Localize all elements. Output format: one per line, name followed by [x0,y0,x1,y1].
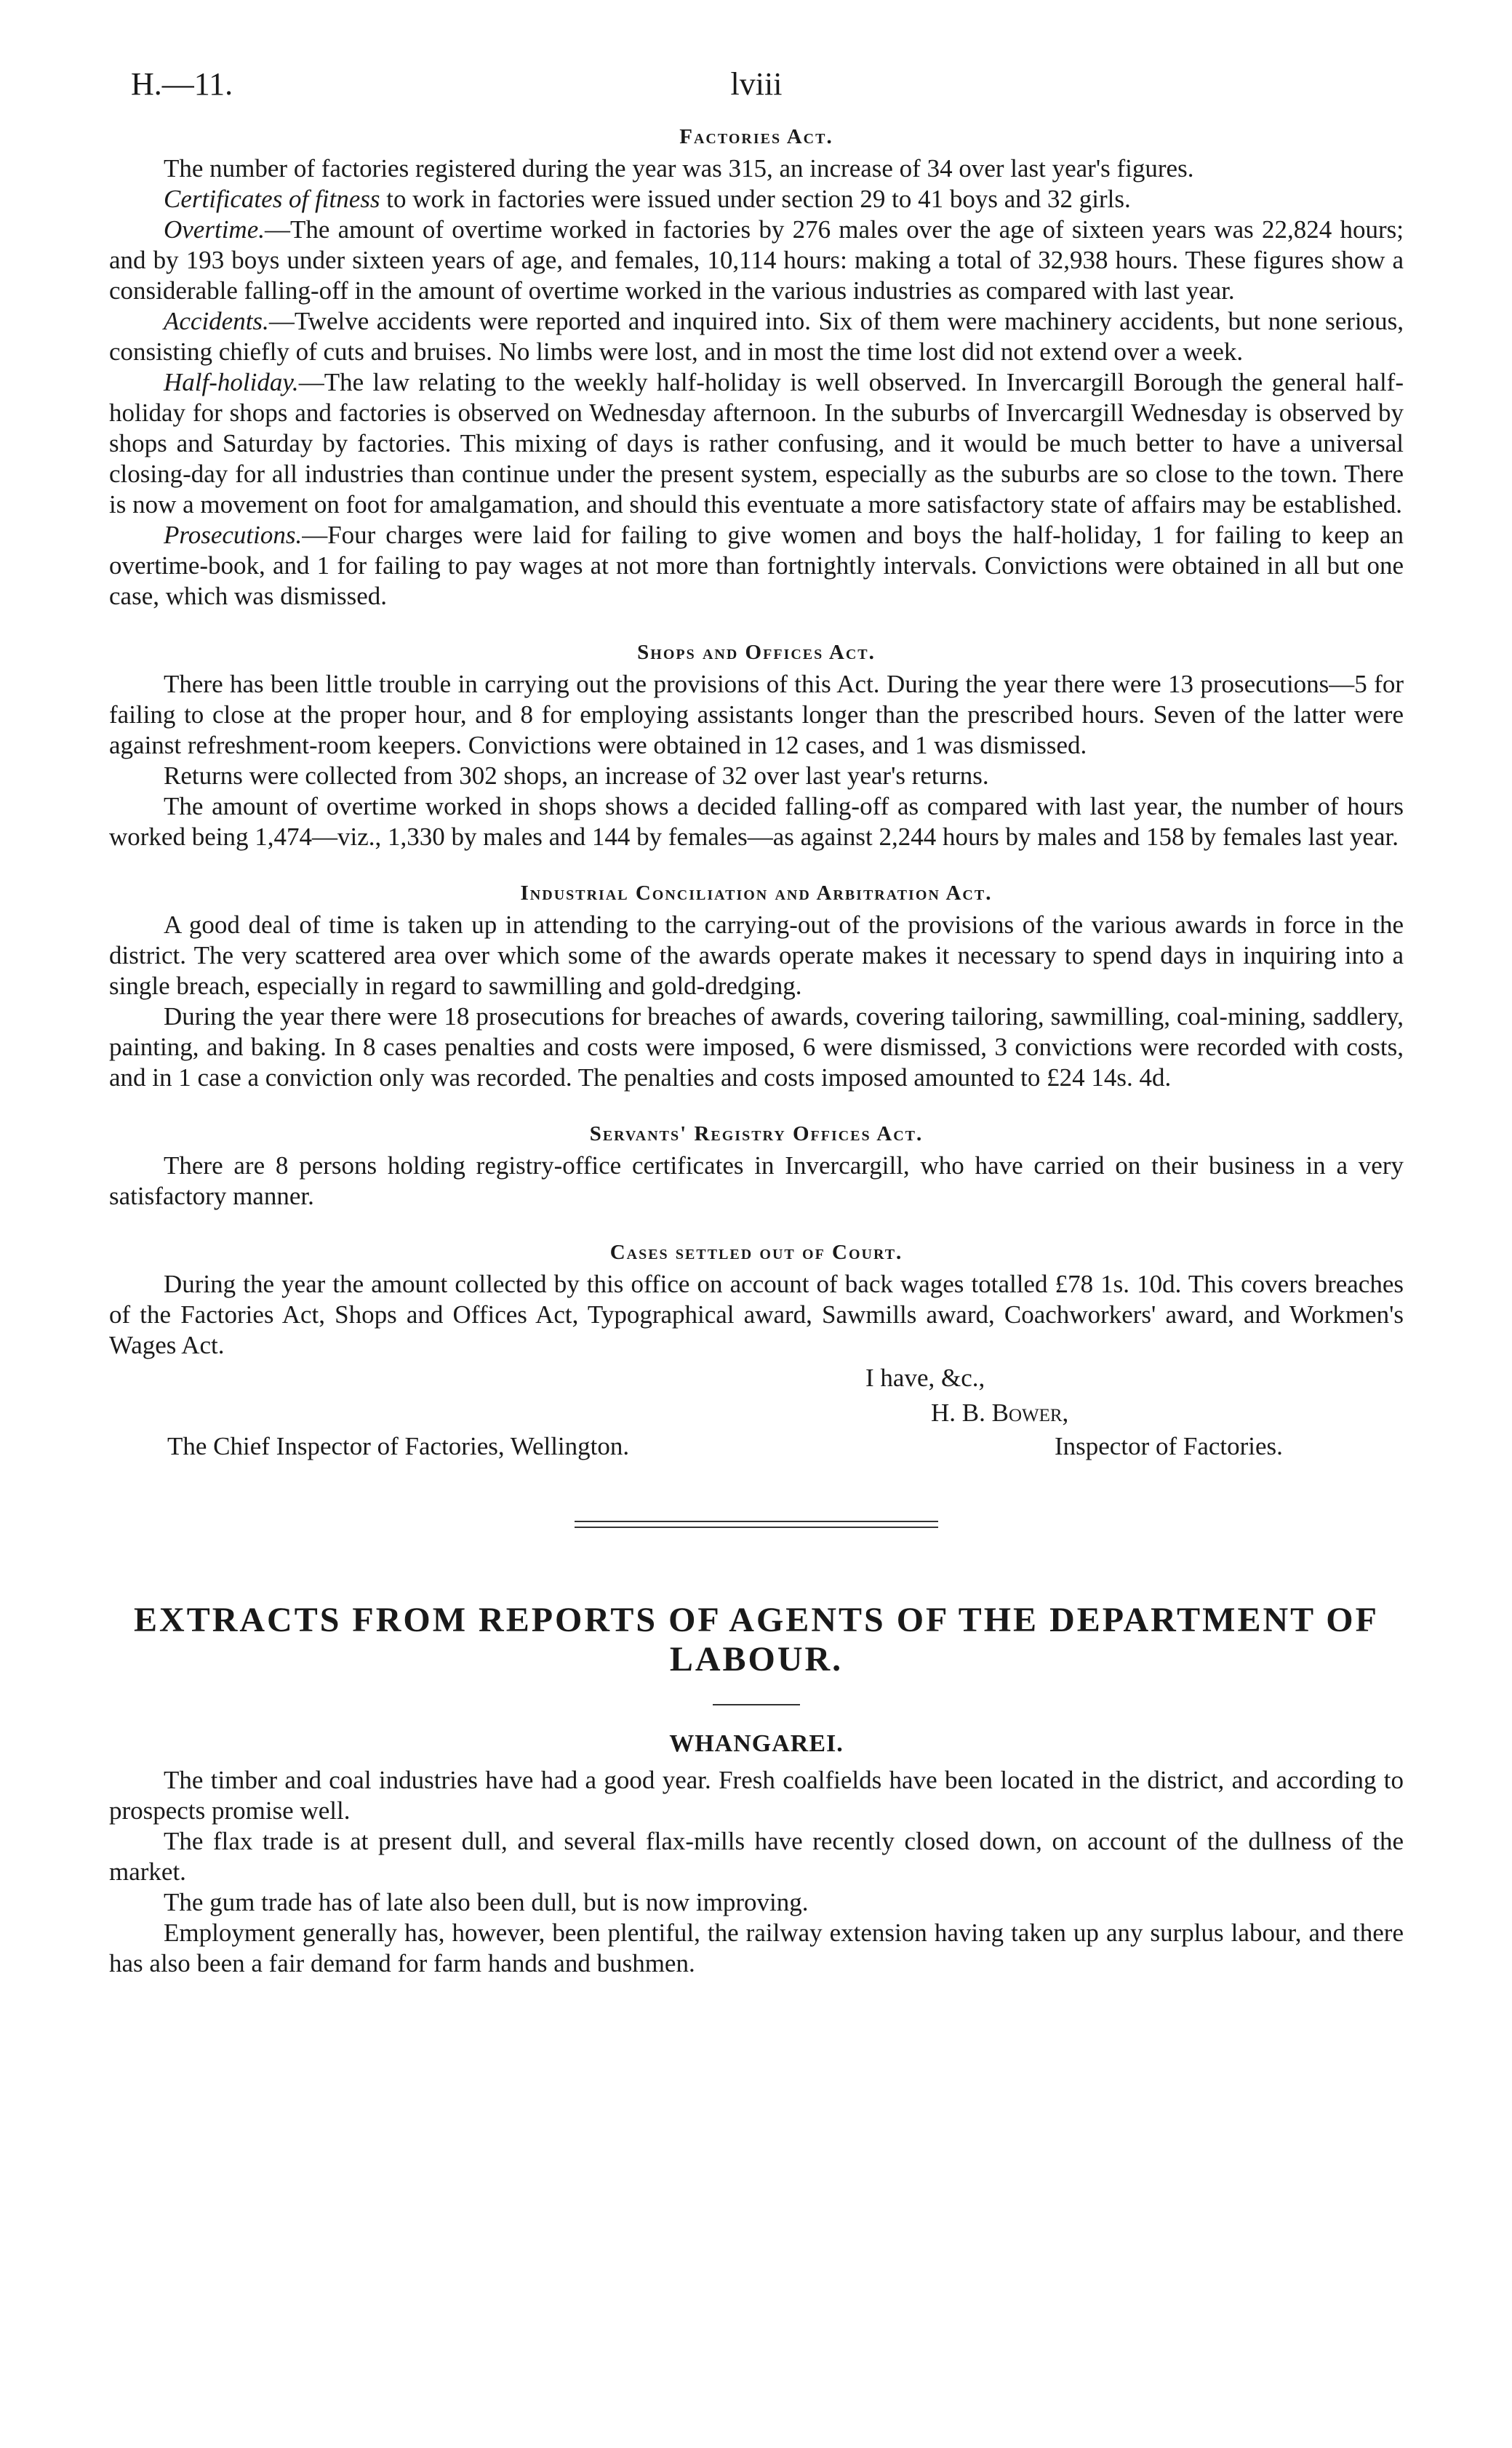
paragraph: The number of factories registered during the year was 315, an increase of 34 over last year's figures. [164,154,1194,183]
extracts-title: EXTRACTS FROM REPORTS OF AGENTS OF THE DEPARTMENT OF LABOUR. [134,1601,1379,1679]
paragraph-lead: Prosecutions. [164,521,303,549]
paragraph: The amount of overtime worked in shops shows a decided falling-off as compared with last year, the number of hours worked being 1,474—viz., 1,330 by males and 144 by females—as against 2,244 hours by males and 158 by females last year. [109,792,1404,851]
paragraph: The timber and coal industries have had a good year. Fresh coalfields have been located in the district, and according to prospects promise well. [109,1766,1404,1825]
addressee: The Chief Inspector of Factories, Wellington. [167,1432,630,1460]
closing: I have, &c., [865,1364,985,1392]
paragraph: There has been little trouble in carrying out the provisions of this Act. During the year there were 13 prosecutions—5 for failing to close at the proper hour, and 8 for employing assistants longer than the prescribed hours. Seven of the latter were against refreshment-room keepers. Convictions were obtained in 12 cases, and 1 was dismissed. [109,670,1404,759]
paragraph [109,367,1404,520]
place-heading: WHANGAREI. [669,1730,844,1757]
paragraph [109,520,1404,612]
paragraph-text: —Twelve accidents were reported and inquired into. Six of them were machinery accidents, but none serious, consisting chiefly of cuts and bruises. No limbs were lost, and in most the time lost did not extend over a week. [109,307,1404,366]
paragraph-lead: Half-holiday. [164,368,299,396]
paragraph [109,215,1404,306]
paragraph: Returns were collected from 302 shops, an increase of 32 over last year's returns. [164,761,989,790]
section-heading-industrial: Industrial Conciliation and Arbitration Act. [520,881,993,905]
page-header [109,65,1404,109]
paragraph-lead: Certificates of fitness [164,185,380,213]
paragraph: The gum trade has of late also been dull, but is now improving. [164,1888,809,1916]
paragraph-text: —Four charges were laid for failing to give women and boys the half-holiday, 1 for failing to keep an overtime-book, and 1 for failing to pay wages at not more than fortnightly intervals. Convictions were obtained in all but one case, which was dismissed. [109,521,1404,610]
section-heading-servants: Servants' Registry Offices Act. [589,1122,924,1145]
paragraph: There are 8 persons holding registry-office certificates in Invercargill, who have carried on their business in a very satisfactory manner. [109,1151,1404,1210]
report-reference: H.—11. [131,66,233,102]
paragraph [109,184,1404,215]
divider [575,1521,938,1528]
paragraph: Employment generally has, however, been plentiful, the railway extension having taken up any surplus labour, and there has also been a fair demand for farm hands and bushmen. [109,1919,1404,1977]
paragraph-text: to work in factories were issued under section 29 to 41 boys and 32 girls. [380,185,1131,213]
paragraph: During the year the amount collected by this office on account of back wages totalled £78 1s. 10d. This covers breaches of the Factories Act, Shops and Offices Act, Typographical award, Sawmills award, Coachworkers' award, and Workmen's Wages Act. [109,1270,1404,1359]
document-page [109,65,1404,1979]
paragraph-lead: Accidents. [164,307,269,335]
page-number: lviii [730,66,783,102]
section-heading-shops: Shops and Offices Act. [637,641,876,664]
paragraph-text: —The law relating to the weekly half-holiday is well observed. In Invercargill Borough the general half-holiday for shops and factories is observed on Wednesday afternoon. In the suburbs of Invercargill Wednesday is observed by shops and Saturday by factories. This mixing of days is rather confusing, and it would be much better to have a universal closing-day for all industries than continue under the present system, especially as the suburbs are so close to the town. There is now a movement on foot for amalgamation, and should this eventuate a more satisfactory state of affairs may be established. [109,368,1404,519]
paragraph: The flax trade is at present dull, and several flax-mills have recently closed down, on account of the dullness of the market. [109,1827,1404,1886]
paragraph: During the year there were 18 prosecutions for breaches of awards, covering tailoring, sawmilling, coal-mining, saddlery, painting, and baking. In 8 cases penalties and costs were imposed, 6 were dismissed, 3 convictions were recorded with costs, and in 1 case a conviction only was recorded. The penalties and costs imposed amounted to £24 14s. 4d. [109,1002,1404,1092]
section-heading-cases: Cases settled out of Court. [609,1241,903,1264]
signatory-name: H. B. Bower, [931,1399,1069,1427]
paragraph: A good deal of time is taken up in attending to the carrying-out of the provisions of the various awards in force in the district. The very scattered area over which some of the awards operate makes it necessary to spend days in inquiring into a single breach, especially in regard to sawmilling and gold-dredging. [109,911,1404,1000]
paragraph-lead: Overtime. [164,215,265,244]
paragraph-text: —The amount of overtime worked in factories by 276 males over the age of sixteen years was 22,824 hours; and by 193 boys under sixteen years of age, and females, 10,114 hours: making a total of 32,938 hours. These figures show a considerable falling-off in the amount of overtime worked in the various industries as compared with last year. [109,215,1404,305]
paragraph [109,306,1404,367]
section-heading-factories: Factories Act. [679,125,833,148]
signatory-title: Inspector of Factories. [1055,1432,1283,1460]
signature-block [109,1361,1404,1477]
